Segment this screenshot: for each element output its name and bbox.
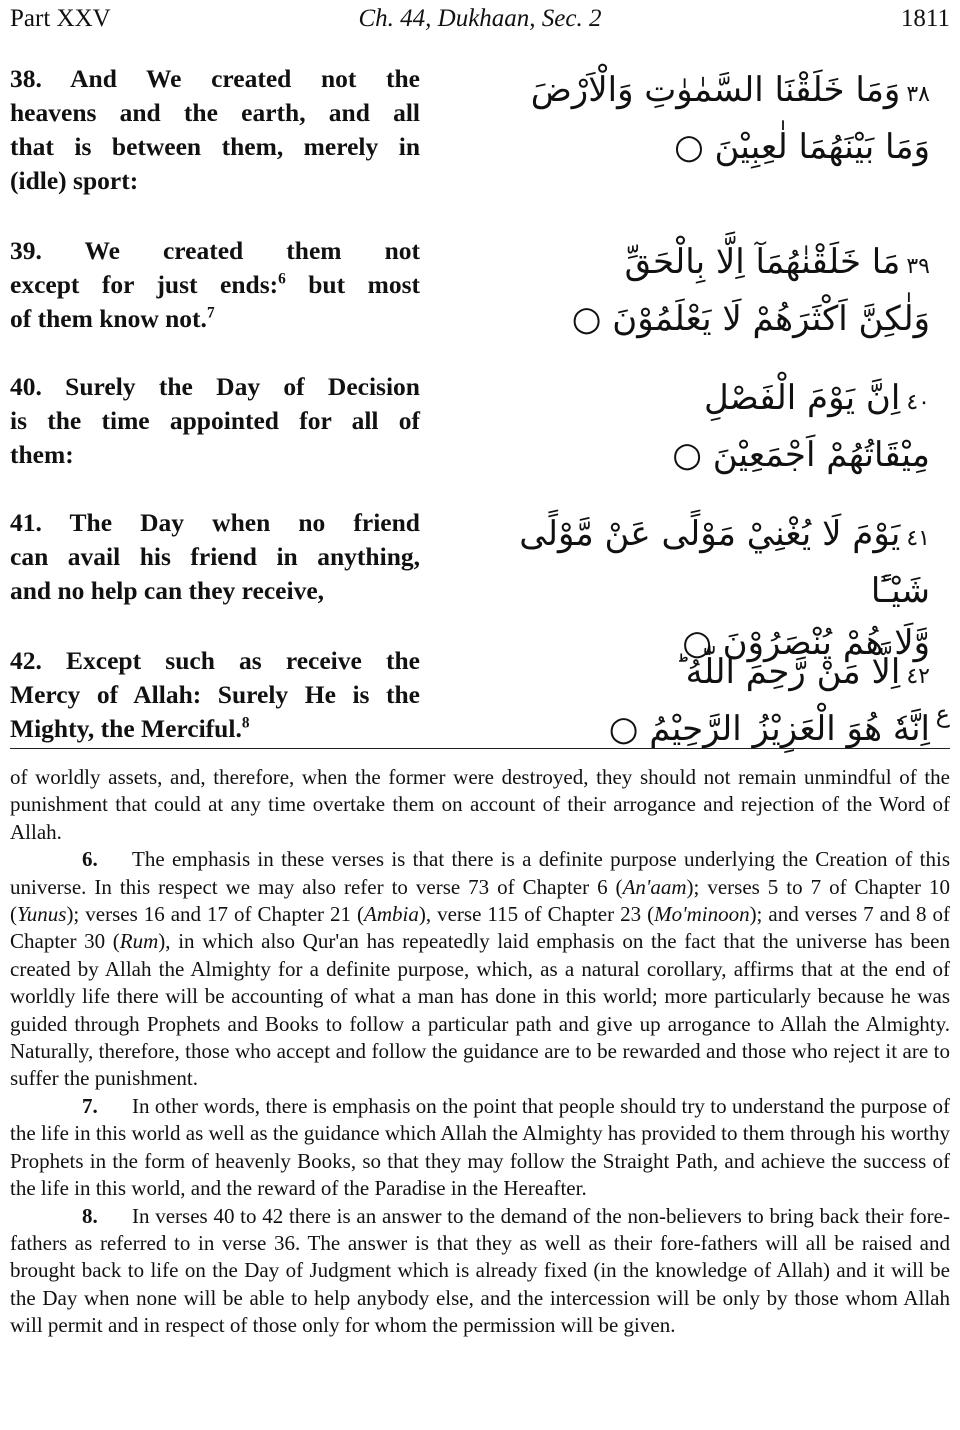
arabic-verse-number: ٤١ <box>906 526 930 551</box>
arabic-line: مِيْقَاتُهُمْ اَجْمَعِيْنَ ○ <box>672 435 930 475</box>
arabic-verse-number: ٤٠ <box>906 390 930 415</box>
footnote-text: ), verse 115 of Chapter 23 ( <box>418 902 655 927</box>
verse-42-arabic <box>480 644 950 748</box>
arabic-line: يَوْمَ لَا يُغْنِيْ مَوْلًى عَنْ مَّوْلًى شَيْـًٔا <box>519 514 930 611</box>
verse-39-english <box>10 234 420 370</box>
verse-40-arabic <box>480 370 950 506</box>
arabic-line: مَا خَلَقْنٰهُمَآ اِلَّا بِالْحَقِّ <box>624 242 901 282</box>
verse-line: them: <box>10 440 74 469</box>
verse-39-arabic <box>480 234 950 370</box>
verse-line: 42. Except such as receive the <box>10 646 420 675</box>
chapter-name: Yunus <box>17 902 67 927</box>
part-label: Part XXV <box>10 5 111 32</box>
verse-line: 40. Surely the Day of Decision <box>10 372 420 401</box>
verse-line: (idle) sport: <box>10 166 139 195</box>
arabic-verse-number: ٤٢ <box>906 664 930 689</box>
verse-41-english <box>10 506 420 644</box>
page-header <box>10 2 950 36</box>
arabic-line: وَمَا بَيْنَهُمَا لٰعِبِيْنَ ○ <box>674 127 930 167</box>
arabic-line: اِنَّ يَوْمَ الْفَصْلِ <box>704 378 901 418</box>
footnote-text: In other words, there is emphasis on the point that people should try to understand the purpose of the life in this world as well as the guidance which Allah the Almighty has provided to them through his worthy Prophets in the form of heavenly Books, so that they may follow the Straight Path, and achieve the success of the life in this world, and the reward of the Paradise in the Hereafter. <box>10 1093 950 1201</box>
footnote-text: ); verses 5 to 7 of Chapter 10 ( <box>10 874 950 927</box>
arabic-line: وَلٰكِنَّ اَكْثَرَهُمْ لَا يَعْلَمُوْنَ ○ <box>571 299 930 339</box>
verse-42 <box>10 644 950 748</box>
arabic-line: اِنَّهٗ هُوَ الْعَزِيْزُ الرَّحِيْمُ ○ <box>608 709 930 749</box>
footnote-text: In verses 40 to 42 there is an answer to the demand of the non-believers to bring back their fore-fathers as referred to in verse 36. The answer is that they as well as their fore-fathers will all be raised and brought back to life on the Day of Judgment which is already fixed (in the knowledge of Allah) and it will be the Day when none will be able to help anybody else, and the intercession will be only by those whom Allah will permit and in respect of those only for whom the permission will be given. <box>10 1203 950 1338</box>
verse-41-arabic <box>480 506 950 663</box>
verse-38-arabic <box>480 62 950 234</box>
arabic-verse-number: ٣٨ <box>906 82 930 107</box>
verse-line: that is between them, merely in <box>10 132 420 161</box>
verse-line: is the time appointed for all of <box>10 406 420 435</box>
footnote-7 <box>10 1093 950 1203</box>
verse-line: of them know not. <box>10 304 207 333</box>
chapter-name: Rum <box>119 929 159 954</box>
footnote-number: 7. <box>82 1093 98 1118</box>
chapter-name: Mo'minoon <box>654 902 750 927</box>
note-continuation: of worldly assets, and, therefore, when the former were destroyed, they should not remain unmindful of the punishment that could at any time overtake them on account of their arrogance and rejection of the Word of Allah. <box>10 765 950 844</box>
footnote-text: ); verses 16 and 17 of Chapter 21 ( <box>66 902 365 927</box>
footnote-text: ); and verses 7 and 8 of Chapter 30 ( <box>10 902 950 954</box>
footnote-text: The emphasis in these verses is that there is a definite purpose underlying the Creation of this universe. In this respect we may also refer to verse 73 of Chapter 6 ( <box>10 847 950 899</box>
verse-line: 39. We created them not <box>10 236 420 265</box>
arabic-line: وَّلَا هُمْ يُنْصَرُوْنَ ○ <box>682 623 930 663</box>
footnotes <box>10 764 950 1340</box>
chapter-name: An'aam <box>622 874 687 899</box>
page-number: 1811 <box>900 5 950 32</box>
verse-40 <box>10 370 950 506</box>
ruku-mark: ع <box>935 700 950 728</box>
footnote-ref-8[interactable]: 8 <box>241 714 250 732</box>
footnote-number: 8. <box>82 1203 98 1228</box>
verse-line: Mercy of Allah: Surely He is the <box>10 680 420 709</box>
verse-line: 38. And We created not the <box>10 64 420 93</box>
arabic-line: وَمَا خَلَقْنَا السَّمٰوٰتِ وَالْاَرْضَ <box>530 70 901 110</box>
verse-line: and no help can they receive, <box>10 576 325 605</box>
verse-line: heavens and the earth, and all <box>10 98 420 127</box>
verse-line: 41. The Day when no friend <box>10 508 420 537</box>
verse-39 <box>10 234 950 370</box>
footnote-ref-7[interactable]: 7 <box>206 304 215 322</box>
footnote-text: ), in which also Qur'an has repeatedly laid emphasis on the fact that the universe has been created by Allah the Almighty for a definite purpose, which, as a natural corollary, affirms that at the end of worldly life there will be accounting of what a man has done in this world; more particularly because he was guided through Prophets and Books to follow a particular path and give up arrogance to Allah the Almighty. Naturally, therefore, those who accept and follow the guidance are to be rewarded and those who reject it are to suffer the punishment. <box>10 929 950 1091</box>
verse-38 <box>10 62 950 234</box>
verse-line: except for just ends: <box>10 270 279 299</box>
verse-38-english <box>10 62 420 234</box>
verse-line: can avail his friend in anything, <box>10 542 420 571</box>
verse-42-english <box>10 644 420 748</box>
arabic-line: اِلَّا مَنْ رَّحِمَ اللّٰهُ ؕ <box>674 652 901 692</box>
footnote-ref-6[interactable]: 6 <box>278 270 286 288</box>
footnote-6 <box>10 846 950 1093</box>
footnote-number: 6. <box>82 847 98 872</box>
verse-line: Mighty, the Merciful. <box>10 714 242 743</box>
footnote-8 <box>10 1203 950 1340</box>
arabic-verse-number: ٣٩ <box>906 254 930 279</box>
chapter-title: Ch. 44, Dukhaan, Sec. 2 <box>358 5 602 32</box>
chapter-name: Ambia <box>364 902 419 927</box>
verse-line-cont: but most <box>285 270 420 299</box>
footnote-divider <box>10 748 950 749</box>
verses-section <box>10 62 950 748</box>
verse-40-english <box>10 370 420 506</box>
